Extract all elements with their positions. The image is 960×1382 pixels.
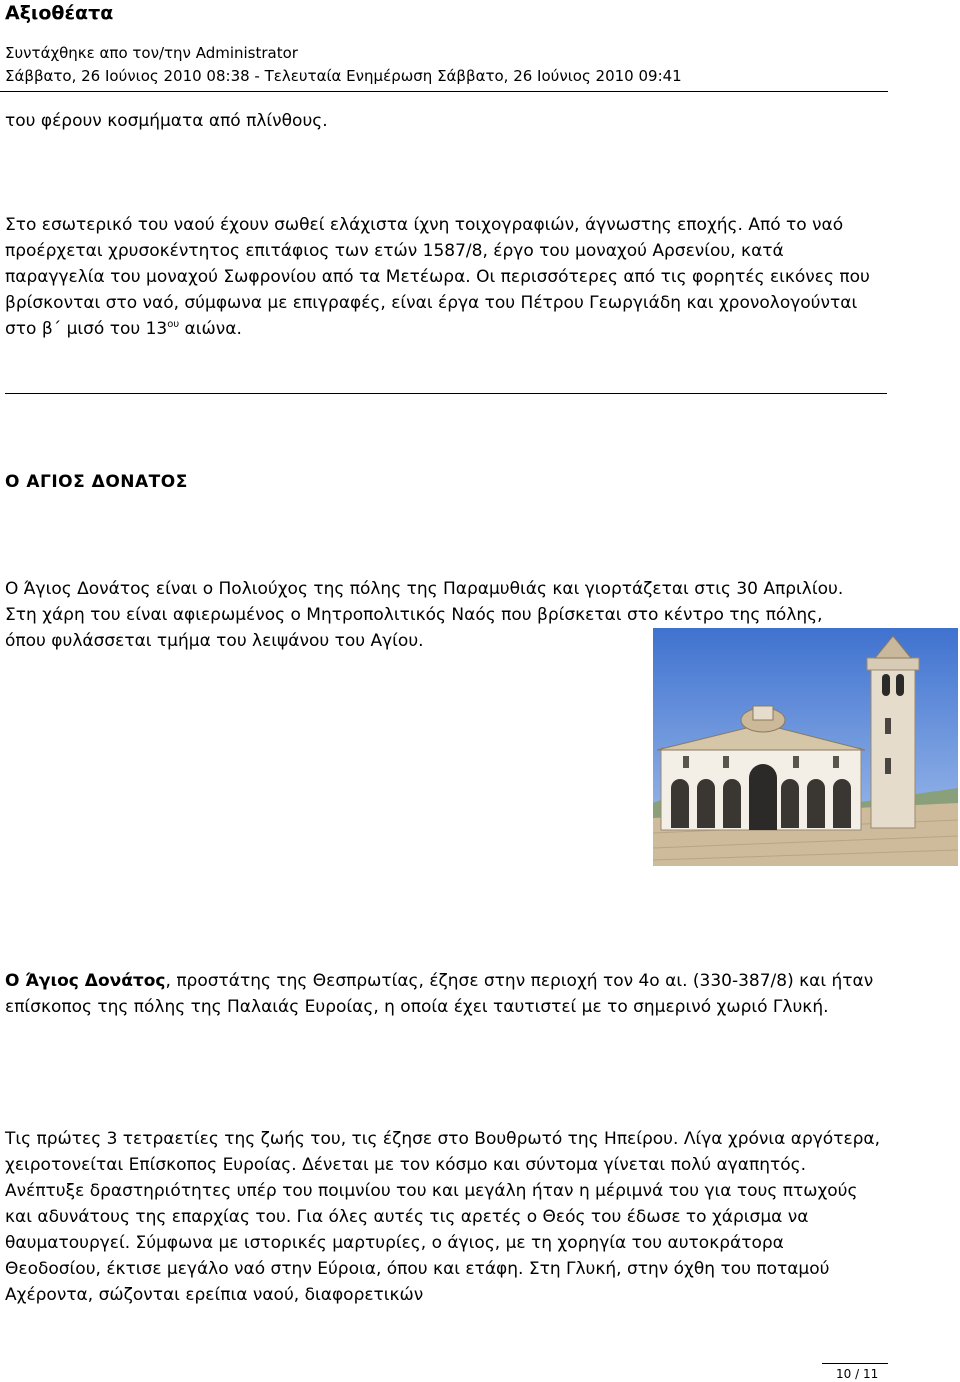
paragraph-4-text: , προστάτης της Θεσπρωτίας, έζησε στην περιοχή τον 4ο αι. (330-387/8) και ήταν επίσκοπος της πόλης της Παλαιάς Ευροίας, η οποία έχει ταυτιστεί με το σημερινό χωριό Γλυκή. bbox=[5, 971, 874, 1017]
paragraph-2-text: Στο εσωτερικό του ναού έχουν σωθεί ελάχιστα ίχνη τοιχογραφιών, άγνωστης εποχής. Από το ναό προέρχεται χρυσοκέντητος επιτάφιος των ετών 1587/8, έργο του μοναχού Αρσενίου, κατά παραγγελία του μοναχού Σωφρονίου από τα Μετέωρα. Οι περισσότερες από τις φορητές εικόνες που βρίσκονται στο ναό, σύμφωνα με επιγραφές, είναι έργα του Πέτρου Γεωργιάδη και χρονολογούνται στο β΄ μισό του 13 bbox=[5, 215, 870, 339]
section-heading: Ο ΑΓΙΟΣ ΔΟΝΑΤΟΣ bbox=[5, 472, 188, 492]
author-line: Συντάχθηκε απο τον/την Administrator bbox=[5, 44, 298, 62]
superscript-ou: ου bbox=[167, 319, 180, 330]
paragraph-4 bbox=[5, 968, 885, 1020]
site-title: Αξιοθέατα bbox=[5, 2, 114, 24]
paragraph-5: Τις πρώτες 3 τετραετίες της ζωής του, τις έζησε στο Βουθρωτό της Ηπείρου. Λίγα χρόνια αργότερα, χειροτονείται Επίσκοπος Ευροίας. Δένεται με τον κόσμο και σύντομα γίνεται πολύ αγαπητός. Ανέπτυξε δραστηριότητες υπέρ του ποιμνίου του και μεγάλη ήταν η μέριμνά του για τους πτωχούς και αδυνάτους της επαρχίας του. Για όλες αυτές τις αρετές ο Θεός του έδωσε το χάρισμα να θαυματουργεί. Σύμφωνα με ιστορικές μαρτυρίες, ο άγιος, με τη χορηγία του αυτοκράτορα Θεοδοσίου, έκτισε μεγάλο ναό στην Εύροια, όπου και ετάφη. Στη Γλυκή, στην όχθη του ποταμού Αχέροντα, σώζονται ερείπια ναού, διαφορετικών bbox=[5, 1129, 881, 1305]
footer-divider bbox=[822, 1363, 888, 1364]
church-photo bbox=[653, 628, 958, 866]
dates-line: Σάββατο, 26 Ιούνιος 2010 08:38 - Τελευταία Ενημέρωση Σάββατο, 26 Ιούνιος 2010 09:41 bbox=[5, 67, 682, 85]
header-divider bbox=[0, 91, 888, 92]
paragraph-1: του φέρουν κοσμήματα από πλίνθους. bbox=[5, 111, 328, 131]
saint-name-bold: Ο Άγιος Δονάτος bbox=[5, 971, 166, 991]
paragraph-2 bbox=[5, 212, 885, 342]
page-number: 10 / 11 bbox=[836, 1367, 879, 1381]
section-divider bbox=[5, 393, 887, 394]
paragraph-2-end: αιώνα. bbox=[179, 319, 242, 339]
paragraph-3: Ο Άγιος Δονάτος είναι ο Πολιούχος της πόλης της Παραμυθιάς και γιορτάζεται στις 30 Απριλίου. Στη χάρη του είναι αφιερωμένος ο Μητροπολιτικός Ναός που βρίσκεται στο κέντρο της πόλης, όπου φυλάσσεται τμήμα του λειψάνου του Αγίου. bbox=[5, 579, 844, 651]
